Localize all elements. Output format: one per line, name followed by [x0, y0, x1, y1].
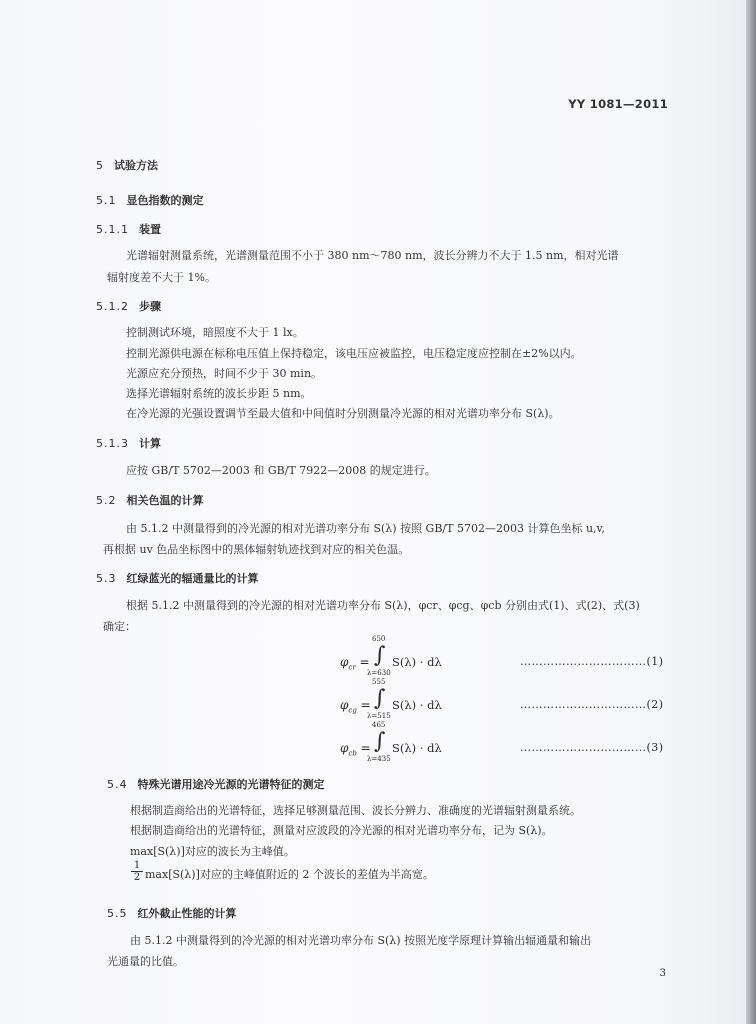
heading-5-3: 5.3 红绿蓝光的辐通量比的计算	[96, 572, 259, 585]
equation-number: ……………………………(1)	[520, 655, 664, 668]
paragraph-line: 根据 5.1.2 中测量得到的冷光源的相对光谱功率分布 S(λ)，φcr、φcg、φcb 分别由式(1)、式(2)、式(3)	[126, 599, 640, 612]
paragraph-line: 控制光源供电源在标称电压值上保持稳定，该电压应被监控，电压稳定度应控制在±2%以内。	[126, 347, 582, 360]
paragraph-line: max[S(λ)]对应的波长为主峰值。	[130, 845, 295, 858]
paragraph-line: max[S(λ)]对应的主峰值附近的 2 个波长的差值为半高宽。	[145, 868, 434, 881]
paragraph-line: 由 5.1.2 中测量得到的冷光源的相对光谱功率分布 S(λ) 按照 GB/T 5702—2003 计算色坐标 u,v,	[126, 522, 605, 535]
equation-lhs: $\varphi_{cr}$ =	[340, 655, 370, 672]
equation-number: ……………………………(2)	[520, 698, 664, 711]
integrand: S(λ) · dλ	[392, 698, 442, 712]
heading-5-1-1: 5.1.1 装置	[96, 223, 161, 236]
equation-2	[0, 678, 746, 724]
paragraph-line: 光通量的比值。	[107, 955, 184, 968]
integral-lower-limit: λ=515	[367, 712, 391, 720]
integral-upper-limit: 465	[372, 721, 386, 729]
paragraph-line: 根据制造商给出的光谱特征，选择足够测量范围、波长分辨力、准确度的光谱辐射测量系统。	[130, 804, 581, 817]
heading-5-1-3: 5.1.3 计算	[96, 437, 161, 450]
paragraph-line: 再根据 uv 色品坐标图中的黑体辐射轨迹找到对应的相关色温。	[103, 543, 410, 556]
page-number: 3	[659, 968, 666, 979]
paragraph-line: 应按 GB/T 5702—2003 和 GB/T 7922—2008 的规定进行。	[126, 464, 436, 477]
standard-number: YY 1081—2011	[568, 97, 668, 111]
integrand: S(λ) · dλ	[392, 655, 442, 669]
paragraph-line: 选择光谱辐射系统的波长步距 5 nm。	[126, 387, 312, 400]
paragraph-line: 由 5.1.2 中测量得到的冷光源的相对光谱功率分布 S(λ) 按照光度学原理计算输出辐通量和输出	[130, 934, 592, 947]
fraction-one-half	[131, 860, 143, 883]
heading-5-4: 5.4 特殊光谱用途冷光源的光谱特征的测定	[107, 778, 325, 791]
paragraph-line: 光谱辐射测量系统，光谱测量范围不小于 380 nm～780 nm，波长分辨力不大于 1.5 nm，相对光谱	[126, 249, 619, 262]
integral-sign: ∫	[374, 686, 386, 711]
equation-1	[0, 635, 746, 681]
heading-5-1: 5.1 显色指数的测定	[96, 194, 204, 207]
integral-sign: ∫	[374, 729, 386, 754]
fraction-denominator: 2	[133, 872, 141, 883]
scan-edge	[746, 0, 756, 1024]
integral-lower-limit: λ=435	[367, 755, 391, 763]
equation-lhs: $\varphi_{cb}$ =	[340, 741, 371, 758]
paragraph-line: 根据制造商给出的光谱特征，测量对应波段的冷光源的相对光谱功率分布，记为 S(λ)。	[130, 824, 553, 837]
integrand: S(λ) · dλ	[392, 741, 442, 755]
integral-sign: ∫	[374, 643, 386, 668]
heading-5-5: 5.5 红外截止性能的计算	[107, 907, 237, 920]
equation-number: ……………………………(3)	[520, 741, 664, 754]
integral-lower-limit: λ=630	[367, 669, 391, 677]
paragraph-line: 控制测试环境，暗照度不大于 1 lx。	[126, 326, 304, 339]
paragraph-line: 确定：	[103, 620, 136, 633]
equation-lhs: $\varphi_{cg}$ =	[340, 698, 371, 715]
integral-upper-limit: 650	[372, 635, 386, 643]
equation-3	[0, 721, 746, 767]
paragraph-line: 在冷光源的光强设置调节至最大值和中间值时分别测量冷光源的相对光谱功率分布 S(λ)。	[126, 407, 560, 420]
heading-5: 5 试验方法	[96, 159, 158, 172]
integral-upper-limit: 555	[372, 678, 386, 686]
heading-5-2: 5.2 相关色温的计算	[96, 494, 204, 507]
paragraph-line: 辐射度差不大于 1%。	[107, 271, 216, 284]
paragraph-line: 光源应充分预热，时间不少于 30 min。	[126, 367, 323, 380]
fraction-numerator: 1	[133, 860, 141, 871]
heading-5-1-2: 5.1.2 步骤	[96, 300, 161, 313]
